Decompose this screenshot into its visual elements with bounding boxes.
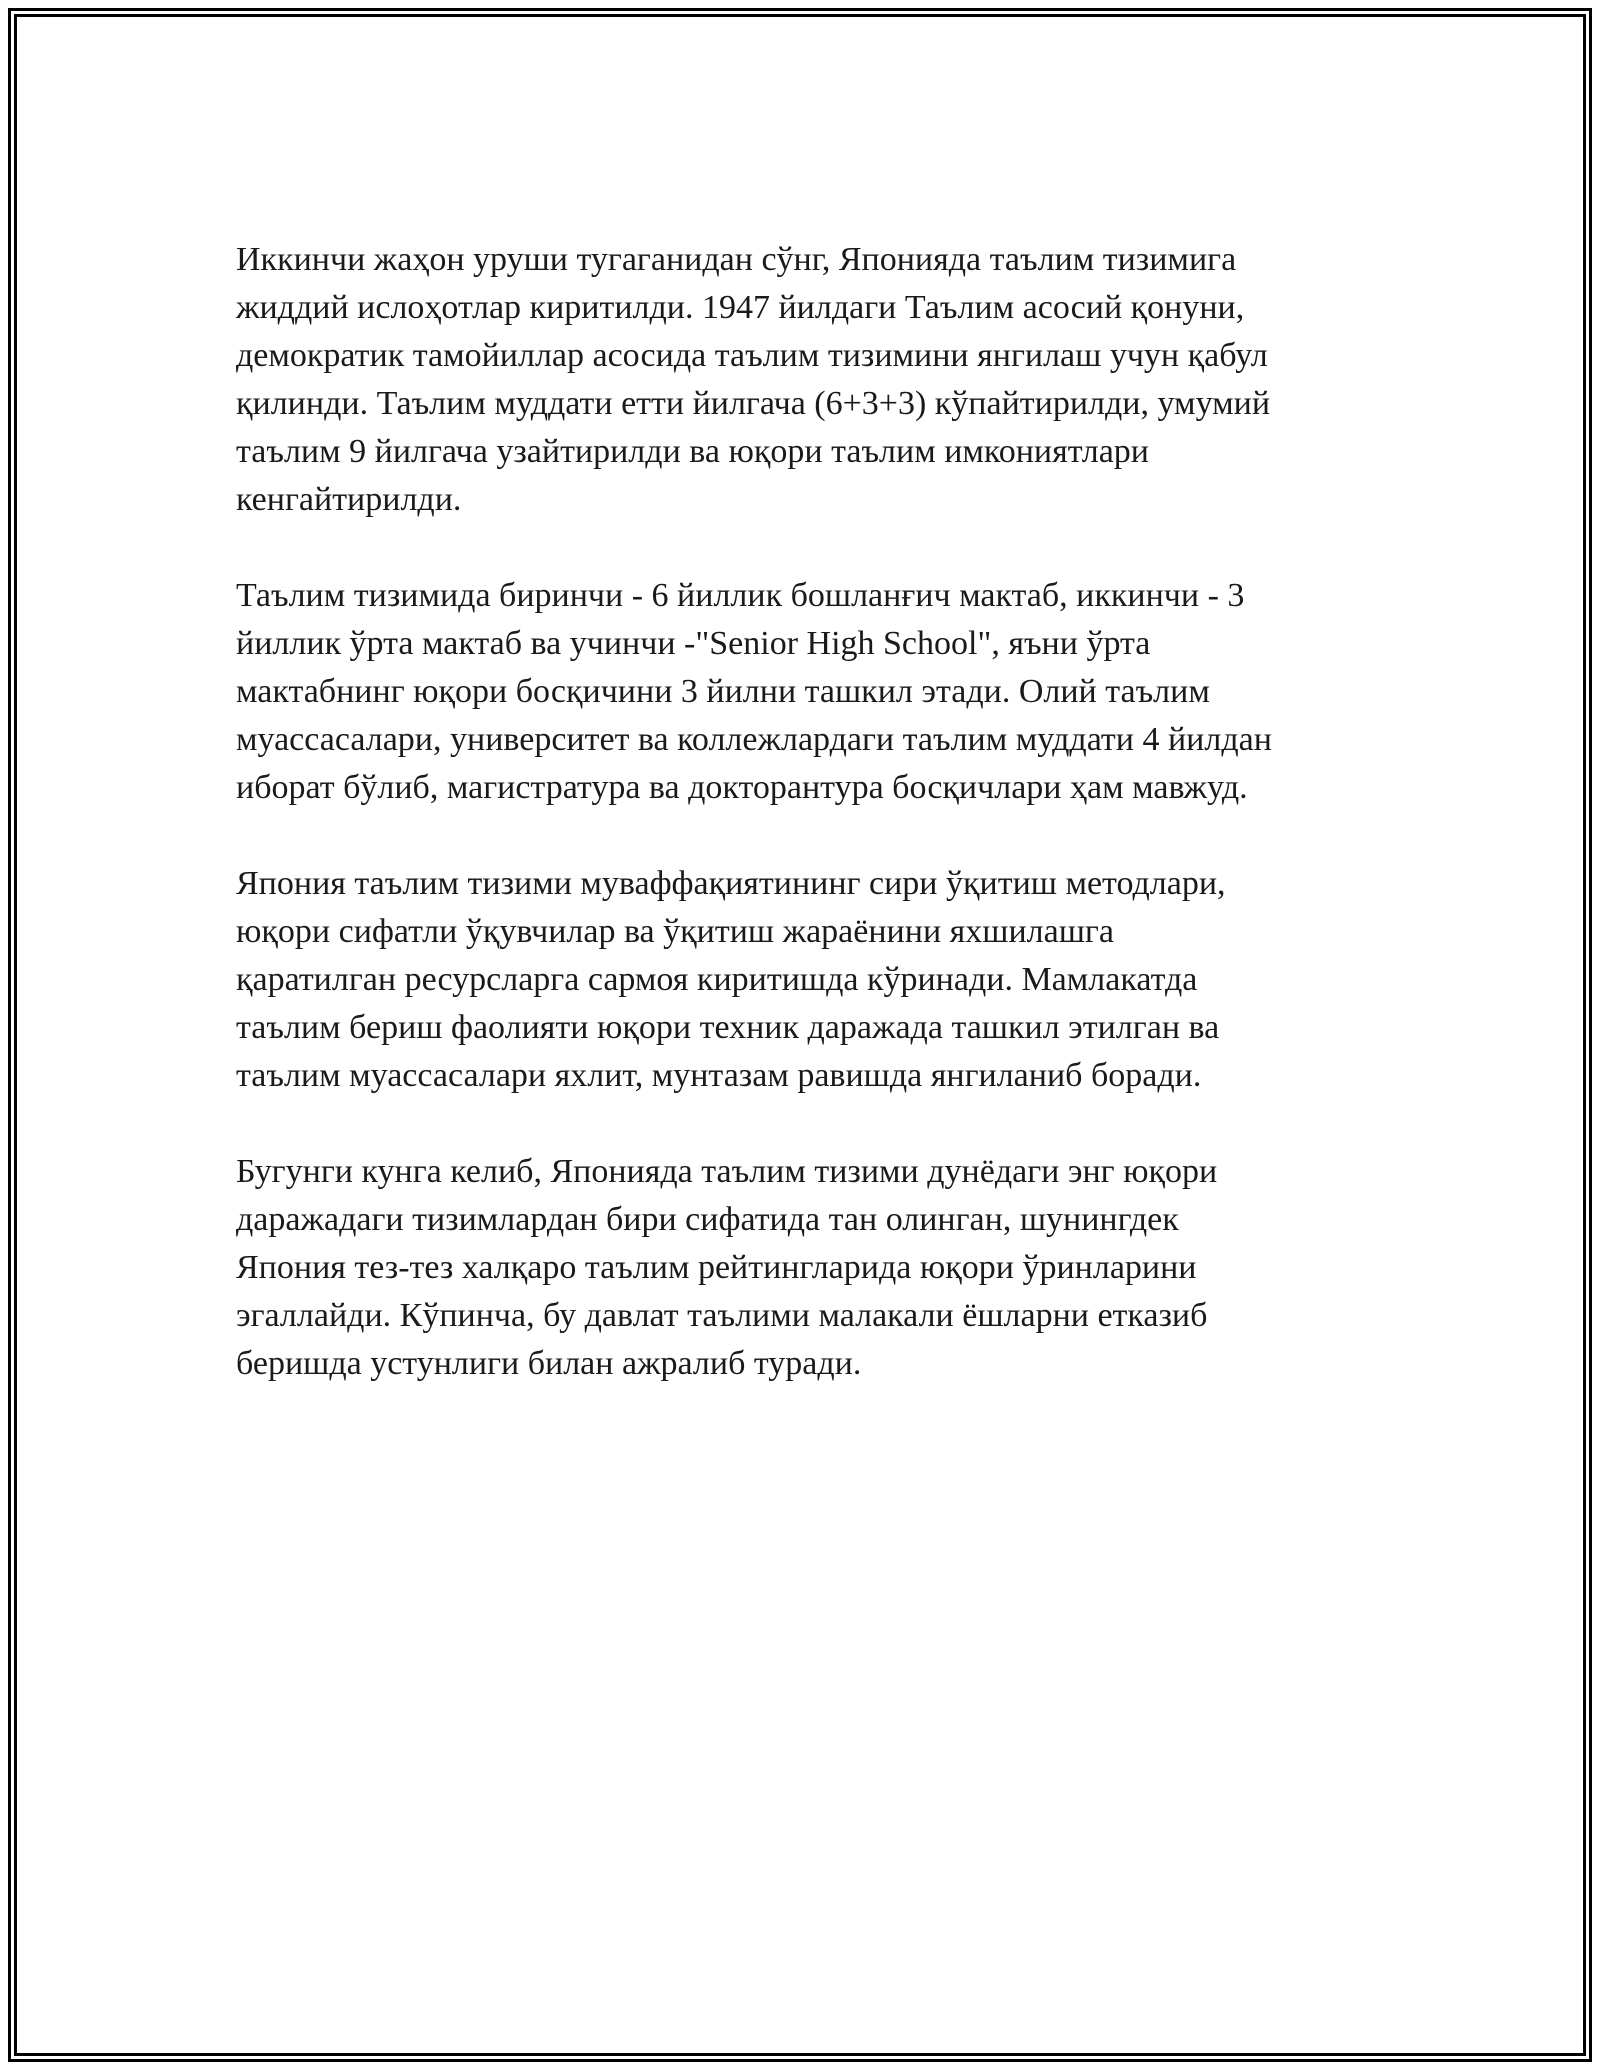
paragraph-school-structure: Таълим тизимида биринчи - 6 йиллик бошланғич мактаб, иккинчи - 3 йиллик ўрта мактаб ва учинчи -"Senior High School", яъни ўрта мактабнинг юқори босқичини 3 йилни ташкил этади. Олий таълим муассасалари, университет ва коллежлардаги таълим муддати 4 йилдан иборат бўлиб, магистратура ва докторантура босқичлари ҳам мавжуд. <box>236 577 1272 806</box>
paragraph-success-factors: Япония таълим тизими муваффақиятининг сири ўқитиш методлари, юқори сифатли ўқувчилар ва ўқитиш жараёнини яхшилашга қаратилган ресурсларга сармоя киритишда кўринади. Мамлакатда таълим бериш фаолияти юқори техник даражада ташкил этилган ва таълим муассасалари яхлит, мунтазам равишда янгиланиб боради. <box>236 865 1226 1094</box>
paragraph-postwar-reforms: Иккинчи жаҳон уруши тугаганидан сўнг, Японияда таълим тизимига жиддий ислоҳотлар киритилди. 1947 йилдаги Таълим асосий қонуни, демократик тамойиллар асосида таълим тизимини янгилаш учун қабул қилинди. Таълим муддати етти йилгача (6+3+3) кўпайтирилди, умумий таълим 9 йилгача узайтирилди ва юқори таълим имкониятлари кенгайтирилди. <box>236 241 1271 518</box>
document-body <box>236 236 1366 1436</box>
paragraph-international-ranking: Бугунги кунга келиб, Японияда таълим тизими дунёдаги энг юқори даражадаги тизимлардан бири сифатида тан олинган, шунингдек Япония тез-тез халқаро таълим рейтингларида юқори ўринларини эгаллайди. Кўпинча, бу давлат таълими малакали ёшларни етказиб беришда устунлиги билан ажралиб туради. <box>236 1153 1218 1382</box>
